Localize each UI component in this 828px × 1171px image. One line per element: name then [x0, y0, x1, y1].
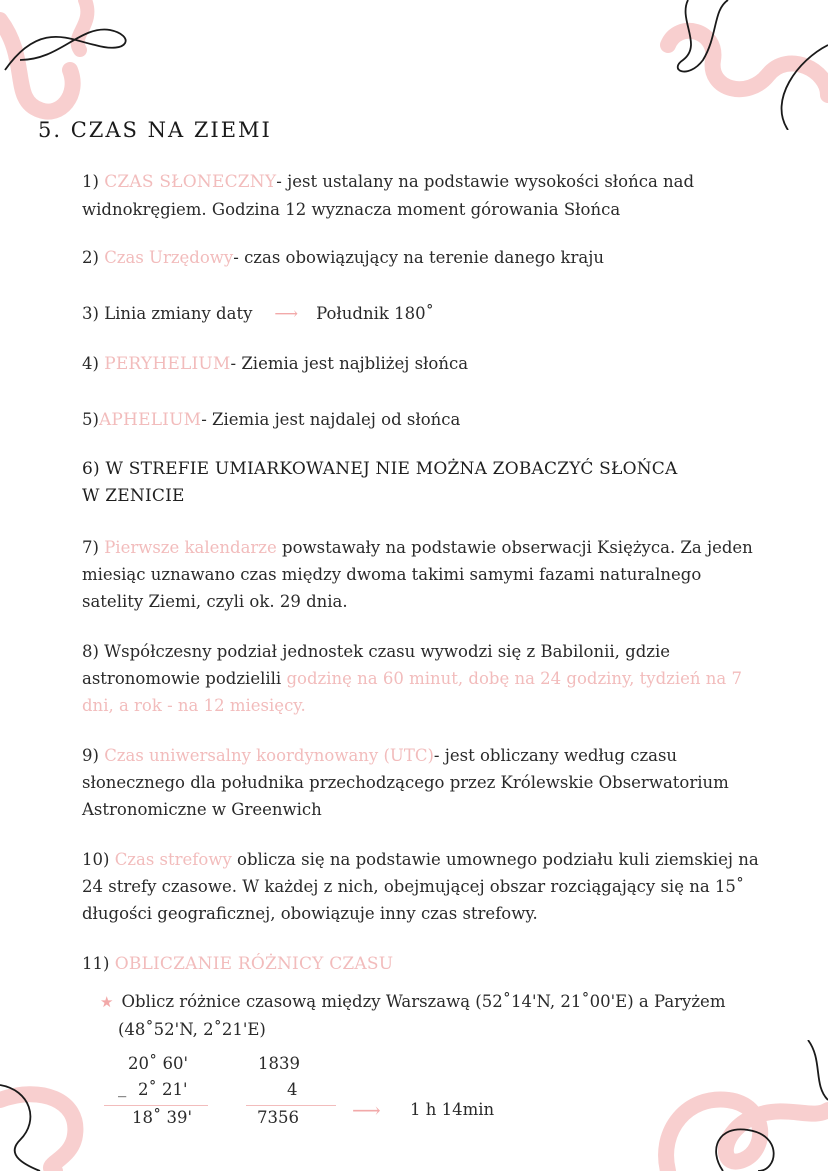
item-9: [82, 742, 782, 823]
time-difference-result: 1 h 14min: [410, 1100, 495, 1119]
bottom-right-decoration: [648, 1040, 828, 1171]
item-11: [82, 950, 782, 978]
bottom-left-decoration: [0, 1060, 120, 1171]
item-7-line3: satelity Ziemi, czyli ok. 29 dnia.: [82, 592, 348, 611]
top-right-decoration: [658, 0, 828, 130]
item-2: [82, 244, 782, 271]
task-line2: (48˚52'N, 2˚21'E): [118, 1020, 266, 1039]
item-5-text: - Ziemia jest najdalej od słońca: [201, 410, 461, 429]
task: [100, 988, 790, 1043]
item-3-number: 3): [82, 304, 99, 323]
item-8-line2-start: astronomowie podzielili: [82, 669, 287, 688]
arrow-icon: ⟶: [274, 304, 299, 323]
item-10-line2: 24 strefy czasowe. W każdej z nich, obejmującej obszar rozciągający się na 15˚: [82, 877, 745, 896]
item-7-text: powstawały na podstawie obserwacji Księżyca. Za jeden: [276, 538, 753, 557]
subtraction-top: 20˚ 60': [128, 1054, 189, 1073]
item-8-line1: 8) Współczesny podział jednostek czasu wywodzi się z Babilonii, gdzie: [82, 642, 671, 661]
item-2-number: 2): [82, 248, 99, 267]
item-1-text: - jest ustalany na podstawie wysokości słońca nad: [276, 172, 695, 191]
item-5: [82, 406, 782, 434]
item-10-highlight: Czas strefowy: [114, 850, 232, 869]
multiplication-line: [246, 1105, 336, 1106]
item-3-value: Południk 180˚: [316, 304, 434, 323]
item-4-number: 4): [82, 354, 99, 373]
item-5-highlight: APHELIUM: [98, 410, 202, 430]
star-icon: ★: [100, 993, 114, 1011]
item-1-number: 1): [82, 172, 99, 191]
item-8-highlight-line3: dni, a rok - na 12 miesięcy.: [82, 696, 306, 715]
item-4-highlight: PERYHELIUM: [104, 354, 231, 374]
item-3: [82, 300, 782, 327]
multiplication-mid: 4: [287, 1080, 298, 1099]
item-4: [82, 350, 782, 378]
task-line1: Oblicz różnice czasową między Warszawą (52˚14'N, 21˚00'E) a Paryżem: [121, 992, 726, 1011]
item-2-highlight: Czas Urzędowy: [104, 248, 234, 267]
item-9-highlight: Czas uniwersalny koordynowany (UTC): [104, 746, 434, 765]
item-9-line3: Astronomiczne w Greenwich: [82, 800, 322, 819]
item-6-line2: W ZENICIE: [82, 486, 185, 506]
item-10: [82, 846, 782, 927]
item-1-highlight: CZAS SŁONECZNY: [104, 172, 277, 192]
item-11-highlight: OBLICZANIE RÓŻNICY CZASU: [114, 954, 394, 974]
item-7-number: 7): [82, 538, 99, 557]
item-3-label: Linia zmiany daty: [104, 304, 253, 323]
item-1-text-line2: widnokręgiem. Godzina 12 wyznacza moment górowania Słońca: [82, 200, 621, 219]
multiplication-top: 1839: [258, 1054, 300, 1073]
top-left-decoration: [0, 0, 150, 120]
page-title: 5. CZAS NA ZIEMI: [38, 118, 272, 142]
item-8-highlight: godzinę na 60 minut, dobę na 24 godziny, tydzień na 7: [286, 669, 742, 688]
item-8: [82, 638, 782, 719]
subtraction-mid: 2˚ 21': [138, 1080, 188, 1099]
arrow-icon: ⟶: [352, 1098, 381, 1122]
item-7-highlight: Pierwsze kalendarze: [104, 538, 277, 557]
item-10-text: oblicza się na podstawie umownego podziału kuli ziemskiej na: [231, 850, 759, 869]
item-11-number: 11): [82, 954, 110, 973]
item-5-number: 5): [82, 410, 99, 429]
item-7-line2: miesiąc uznawano czas między dwoma takimi samymi fazami naturalnego: [82, 565, 702, 584]
item-1: [82, 168, 782, 223]
multiplication-result: 7356: [257, 1108, 299, 1127]
item-9-number: 9): [82, 746, 99, 765]
item-9-line2: słonecznego dla południka przechodzącego przez Królewskie Obserwatorium: [82, 773, 729, 792]
item-6-line1: 6) W STREFIE UMIARKOWANEJ NIE MOŻNA ZOBACZYĆ SŁOŃCA: [82, 459, 678, 479]
item-6: [82, 456, 782, 510]
minus-sign: _: [118, 1078, 127, 1097]
item-9-text: - jest obliczany według czasu: [433, 746, 678, 765]
item-10-number: 10): [82, 850, 110, 869]
item-7: [82, 534, 782, 615]
item-2-text: - czas obowiązujący na terenie danego kraju: [233, 248, 604, 267]
item-4-text: - Ziemia jest najbliżej słońca: [230, 354, 469, 373]
item-10-line3: długości geograficznej, obowiązuje inny czas strefowy.: [82, 904, 538, 923]
subtraction-result: 18˚ 39': [132, 1108, 193, 1127]
